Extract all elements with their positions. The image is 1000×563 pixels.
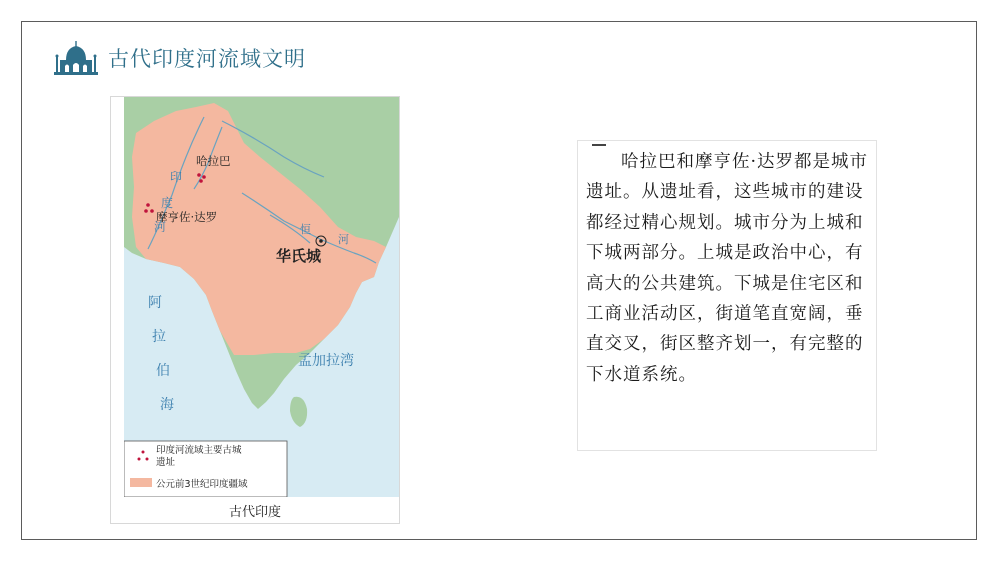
label-bay-of-bengal: 孟加拉湾 bbox=[298, 353, 354, 369]
taj-mahal-icon bbox=[52, 40, 100, 76]
label-arabian-sea-3: 伯 bbox=[156, 363, 170, 379]
site-dot-mohenjo-3 bbox=[144, 209, 148, 213]
legend-sites-label-1: 印度河流域主要古城 bbox=[156, 445, 242, 456]
passage-box bbox=[577, 140, 877, 451]
map-caption: 古代印度 bbox=[228, 505, 281, 520]
site-dot-harappa-3 bbox=[199, 179, 203, 183]
label-mohenjo-daro: 摩亨佐·达罗 bbox=[156, 210, 218, 224]
map-graphic bbox=[124, 97, 399, 497]
site-dot-harappa-2 bbox=[202, 175, 206, 179]
label-indus-river-2: 度 bbox=[161, 196, 174, 210]
label-harappa: 哈拉巴 bbox=[196, 154, 231, 168]
label-indus-river-3: 河 bbox=[154, 220, 167, 234]
ancient-india-map bbox=[110, 96, 400, 524]
slide-header bbox=[52, 38, 306, 78]
label-arabian-sea-4: 海 bbox=[160, 397, 174, 413]
site-dot-mohenjo-2 bbox=[150, 209, 154, 213]
label-indus-river-1: 印 bbox=[170, 170, 183, 184]
label-huashicheng: 华氏城 bbox=[276, 247, 322, 265]
legend-territory-label: 公元前3世纪印度疆域 bbox=[156, 479, 248, 490]
legend-sites-label-2: 遗址 bbox=[156, 457, 176, 468]
label-arabian-sea-1: 阿 bbox=[148, 295, 162, 311]
site-dot-harappa-1 bbox=[197, 173, 201, 177]
map-legend bbox=[124, 441, 287, 497]
page-title: 古代印度河流域文明 bbox=[108, 47, 306, 71]
label-ganges-river-1: 恒 bbox=[300, 223, 311, 236]
site-dot-mohenjo-1 bbox=[146, 203, 150, 207]
passage-text: 哈拉巴和摩亨佐·达罗都是城市遗址。从遗址看，这些城市的建设都经过精心规划。城市分为上城和下城两部分。上城是政治中心，有高大的公共建筑。下城是住宅区和工商业活动区，街道笔直宽阔，垂直交叉，街区整齐划一，有完整的下水道系统。 bbox=[586, 152, 869, 385]
passage-top-rule bbox=[592, 144, 606, 146]
label-ganges-river-2: 河 bbox=[338, 233, 349, 246]
label-arabian-sea-2: 拉 bbox=[152, 329, 166, 345]
